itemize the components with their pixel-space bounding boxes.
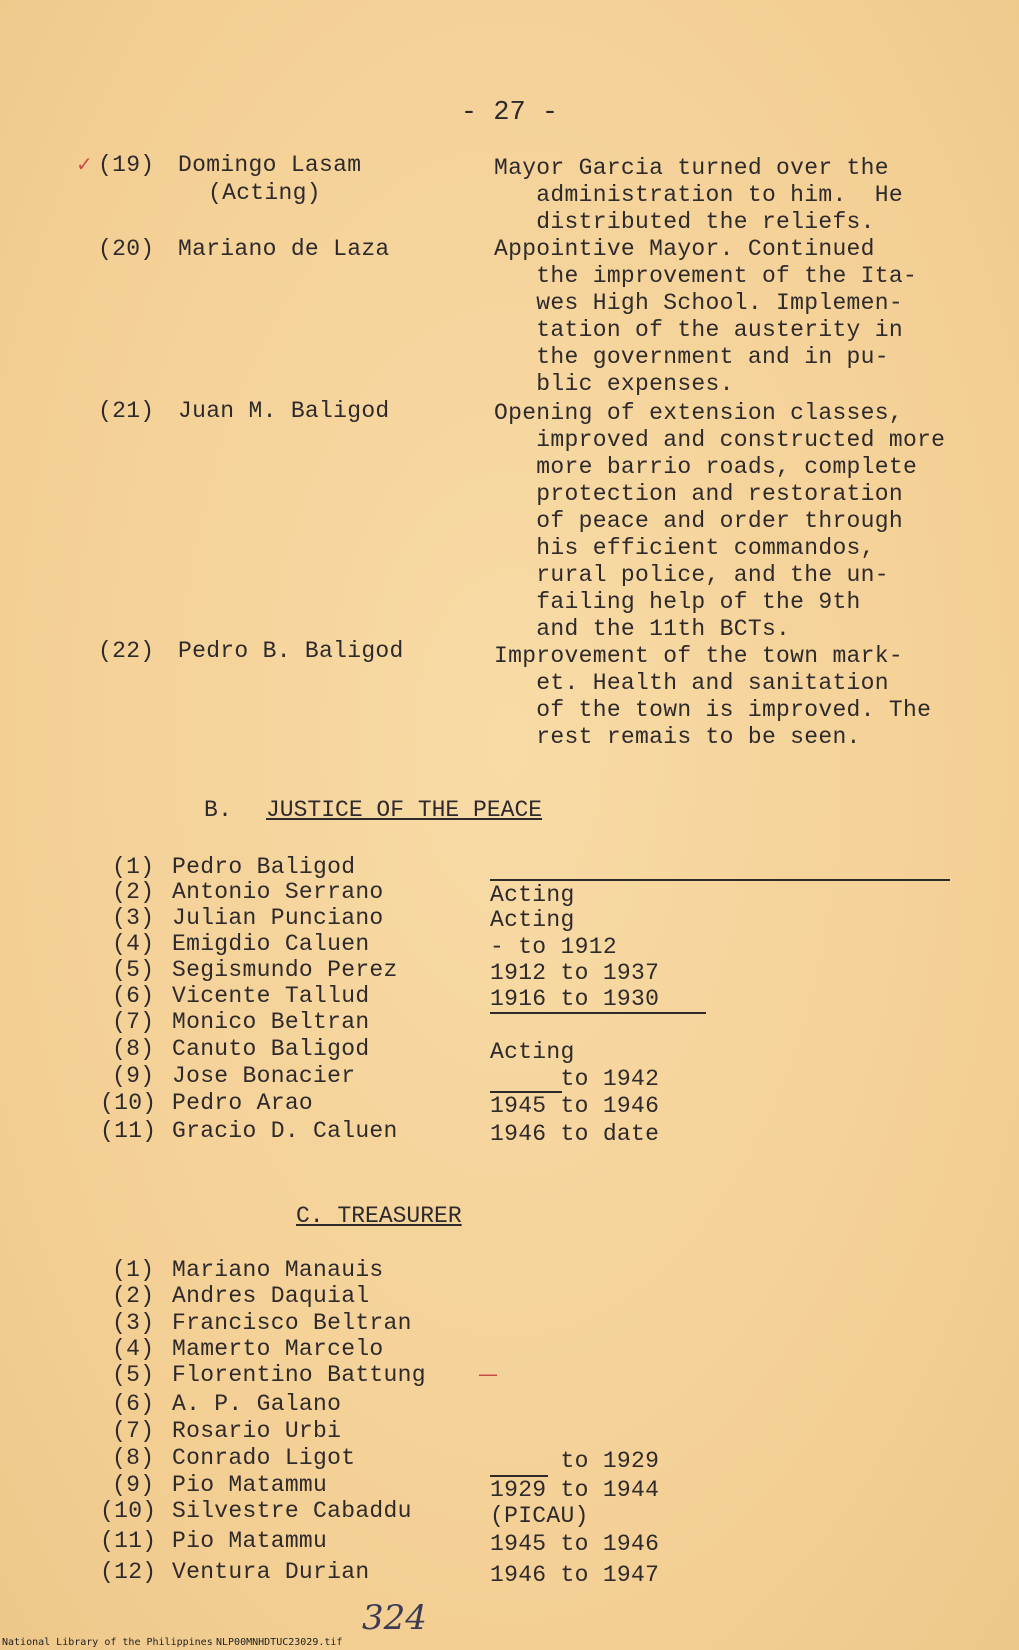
term: 1912 to 1937: [490, 960, 660, 986]
mayor-note: (Acting): [208, 180, 321, 206]
entry-number: (5): [112, 957, 155, 983]
official-name: Vicente Tallud: [172, 983, 370, 1009]
term: 1946 to date: [490, 1121, 660, 1147]
official-name: Mariano Manauis: [172, 1257, 384, 1283]
term: (PICAU): [490, 1503, 589, 1529]
description-line: and the 11th BCTs.: [494, 616, 791, 642]
entry-number: (2): [112, 1283, 155, 1309]
mayor-name: Domingo Lasam: [178, 152, 362, 178]
entry-number: (1): [112, 1257, 155, 1283]
official-name: A. P. Galano: [172, 1391, 342, 1417]
entry-number: (4): [112, 931, 155, 957]
entry-number: (12): [100, 1559, 157, 1585]
entry-number: (11): [100, 1528, 157, 1554]
official-name: Pedro Arao: [172, 1090, 314, 1116]
official-name: Ventura Durian: [172, 1559, 370, 1585]
entry-number: (19): [98, 152, 155, 178]
entry-number: (2): [112, 879, 155, 905]
description-line: Mayor Garcia turned over the: [494, 155, 889, 181]
entry-number: (7): [112, 1009, 155, 1035]
description-line: failing help of the 9th: [494, 589, 861, 615]
check-mark-icon: ✓: [76, 152, 93, 176]
term: 1929 to 1944: [490, 1477, 660, 1503]
description-line: distributed the reliefs.: [494, 209, 875, 235]
official-name: Gracio D. Caluen: [172, 1118, 398, 1144]
entry-number: (10): [100, 1498, 157, 1524]
term: to 1942: [490, 1066, 660, 1092]
entry-number: (20): [98, 236, 155, 262]
term: Acting: [490, 1039, 575, 1065]
description-line: Appointive Mayor. Continued: [494, 236, 875, 262]
entry-number: (4): [112, 1336, 155, 1362]
description-line: protection and restoration: [494, 481, 903, 507]
official-name: Antonio Serrano: [172, 879, 384, 905]
entry-number: (21): [98, 398, 155, 424]
description-line: wes High School. Implemen-: [494, 290, 903, 316]
term: Acting: [490, 907, 575, 933]
description-line: tation of the austerity in: [494, 317, 903, 343]
official-name: Julian Punciano: [172, 905, 384, 931]
official-name: Mamerto Marcelo: [172, 1336, 384, 1362]
section-heading: C. TREASURER: [296, 1203, 462, 1229]
blank-line: [490, 879, 950, 881]
description-line: rest remais to be seen.: [494, 724, 861, 750]
footer-filename: NLP00MNHDTUC23029.tif: [216, 1637, 343, 1648]
description-line: blic expenses.: [494, 371, 734, 397]
term: - to 1912: [490, 934, 617, 960]
entry-number: (6): [112, 1391, 155, 1417]
entry-number: (8): [112, 1445, 155, 1471]
entry-number: (3): [112, 905, 155, 931]
official-name: Jose Bonacier: [172, 1063, 356, 1089]
entry-number: (8): [112, 1036, 155, 1062]
description-line: of the town is improved. The: [494, 697, 932, 723]
mayor-name: Juan M. Baligod: [178, 398, 390, 424]
official-name: Florentino Battung: [172, 1362, 426, 1388]
term: Acting: [490, 882, 575, 908]
page-number: - 27 -: [460, 98, 559, 128]
official-name: Canuto Baligod: [172, 1036, 370, 1062]
entry-number: (9): [112, 1063, 155, 1089]
description-line: Opening of extension classes,: [494, 400, 903, 426]
entry-number: (7): [112, 1418, 155, 1444]
section-letter: B.: [204, 797, 233, 823]
official-name: Emigdio Caluen: [172, 931, 370, 957]
section-heading: JUSTICE OF THE PEACE: [266, 797, 543, 823]
official-name: Silvestre Cabaddu: [172, 1498, 412, 1524]
description-line: et. Health and sanitation: [494, 670, 889, 696]
entry-number: (9): [112, 1472, 155, 1498]
handwritten-page-number: 324: [362, 1598, 427, 1638]
description-line: of peace and order through: [494, 508, 903, 534]
entry-number: (10): [100, 1090, 157, 1116]
term: 1945 to 1946: [490, 1531, 660, 1557]
mayor-name: Mariano de Laza: [178, 236, 390, 262]
description-line: rural police, and the un-: [494, 562, 889, 588]
entry-number: (22): [98, 638, 155, 664]
description-line: Improvement of the town mark-: [494, 643, 903, 669]
description-line: more barrio roads, complete: [494, 454, 918, 480]
description-line: improved and constructed more: [494, 427, 946, 453]
official-name: Rosario Urbi: [172, 1418, 342, 1444]
description-line: the improvement of the Ita-: [494, 263, 918, 289]
entry-number: (5): [112, 1362, 155, 1388]
official-name: Francisco Beltran: [172, 1310, 412, 1336]
term: 1945 to 1946: [490, 1093, 660, 1119]
entry-number: (6): [112, 983, 155, 1009]
official-name: Pio Matammu: [172, 1528, 328, 1554]
footer-library: National Library of the Philippines: [2, 1637, 213, 1648]
term: 1946 to 1947: [490, 1562, 660, 1588]
entry-number: (11): [100, 1118, 157, 1144]
red-dash-mark: —: [478, 1362, 498, 1386]
entry-number: (3): [112, 1310, 155, 1336]
official-name: Andres Daquial: [172, 1283, 370, 1309]
official-name: Conrado Ligot: [172, 1445, 356, 1471]
official-name: Pio Matammu: [172, 1472, 328, 1498]
entry-number: (1): [112, 854, 155, 880]
description-line: his efficient commandos,: [494, 535, 875, 561]
official-name: Monico Beltran: [172, 1009, 370, 1035]
description-line: the government and in pu-: [494, 344, 889, 370]
term: 1916 to 1930: [490, 986, 660, 1012]
official-name: Segismundo Perez: [172, 957, 398, 983]
description-line: administration to him. He: [494, 182, 903, 208]
term: to 1929: [490, 1448, 660, 1474]
official-name: Pedro Baligod: [172, 854, 356, 880]
mayor-name: Pedro B. Baligod: [178, 638, 404, 664]
